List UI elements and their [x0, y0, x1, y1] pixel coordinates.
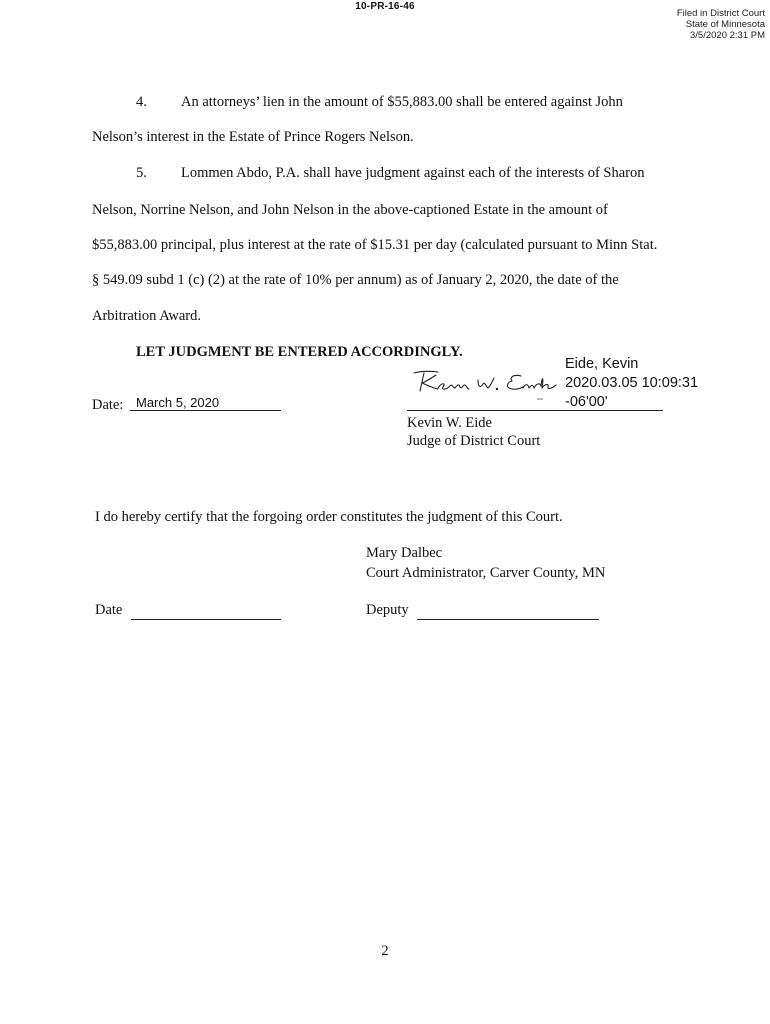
paragraph-5-line: Lommen Abdo, P.A. shall have judgment against each of the interests of Sharon: [181, 165, 645, 181]
deputy-underline: [417, 619, 599, 620]
deputy-label: Deputy: [366, 602, 409, 618]
cert-date-label: Date: [95, 602, 123, 618]
date-label: Date:: [92, 397, 124, 413]
judge-signature: [408, 362, 560, 400]
paragraph-5-line: $55,883.00 principal, plus interest at the rate of $15.31 per day (calculated pursuant to Minn Stat.: [92, 237, 658, 253]
administrator-title: Court Administrator, Carver County, MN: [366, 565, 606, 581]
paragraph-5-line: Arbitration Award.: [92, 308, 202, 324]
paragraph-5-line: Nelson, Norrine Nelson, and John Nelson in the above-captioned Estate in the amount of: [92, 202, 608, 218]
filed-stamp-line: Filed in District Court: [676, 8, 765, 19]
filed-stamp-line: State of Minnesota: [685, 19, 765, 30]
order-line: LET JUDGMENT BE ENTERED ACCORDINGLY.: [136, 344, 463, 360]
judge-title: Judge of District Court: [407, 433, 541, 449]
stamp-name: Eide, Kevin: [565, 356, 639, 372]
filed-stamp-line: 3/5/2020 2:31 PM: [690, 30, 765, 41]
paragraph-5-number: 5.: [136, 165, 147, 181]
cert-date-underline: [131, 619, 281, 620]
administrator-name: Mary Dalbec: [366, 545, 443, 561]
digital-signature-stamp: [565, 355, 698, 412]
case-number: 10-PR-16-46: [355, 1, 415, 12]
signature-mark: [537, 398, 543, 400]
certification-text: I do hereby certify that the forgoing order constitutes the judgment of this Court.: [95, 509, 563, 525]
stamp-timestamp: 2020.03.05 10:09:31: [565, 375, 699, 391]
paragraph-5-line: § 549.09 subd 1 (c) (2) at the rate of 10% per annum) as of January 2, 2020, the date of the: [92, 272, 619, 288]
judge-name: Kevin W. Eide: [407, 415, 492, 431]
paragraph-4-number: 4.: [136, 94, 147, 110]
date-value: March 5, 2020: [136, 395, 220, 410]
paragraph-4-line: Nelson’s interest in the Estate of Prince Rogers Nelson.: [92, 129, 414, 145]
page-number: 2: [381, 943, 389, 959]
stamp-offset: -06'00': [565, 394, 608, 410]
signature-line: [407, 410, 663, 411]
date-underline: [130, 410, 281, 411]
paragraph-4-line: An attorneys’ lien in the amount of $55,883.00 shall be entered against John: [181, 94, 623, 110]
filed-stamp: [677, 8, 765, 41]
